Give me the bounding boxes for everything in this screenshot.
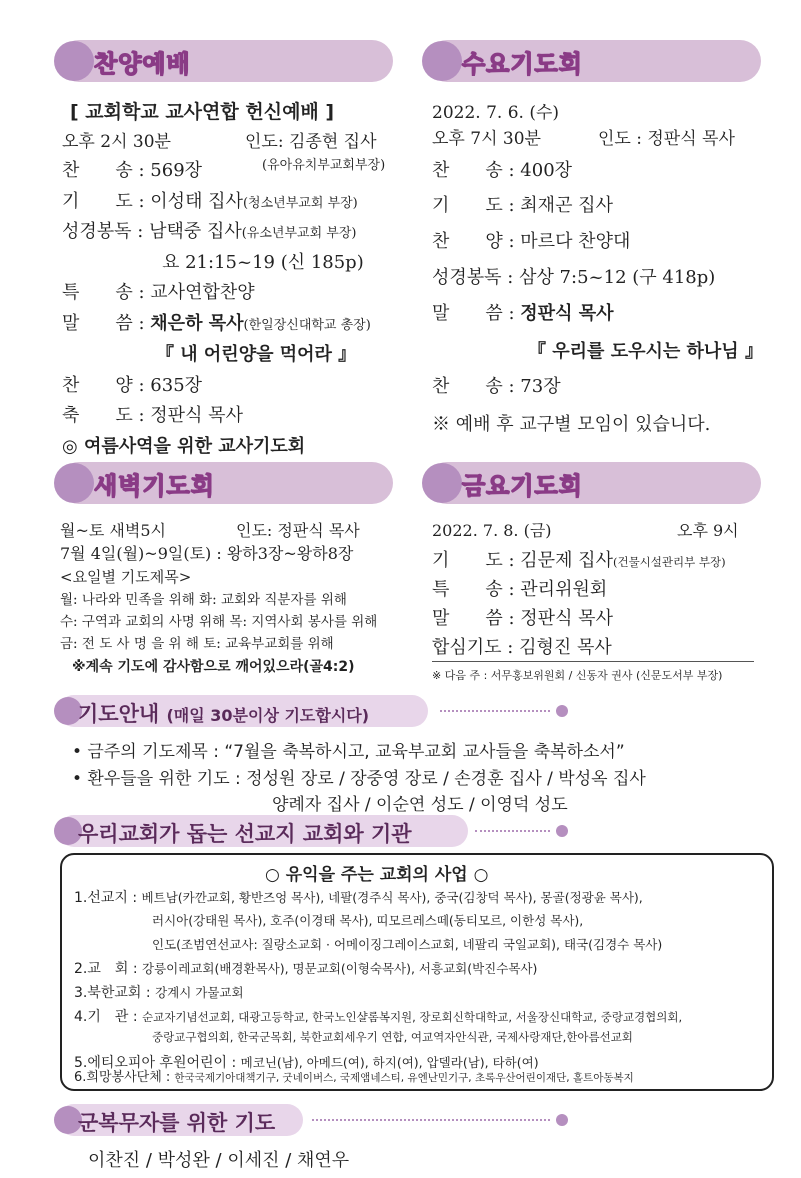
header-dot-icon [54, 41, 94, 81]
prayer-label: 기 도 : [432, 550, 521, 571]
section-end-dot-icon [556, 825, 568, 837]
wednesday-header-title: 수요기도회 [462, 50, 583, 78]
special-label: 특 송 : [432, 579, 521, 600]
mission-line-6 [74, 1066, 634, 1085]
military-names: 이찬진 / 박성완 / 이세진 / 채연우 [88, 1150, 350, 1171]
preacher-value: 채은하 목사 [150, 313, 244, 334]
wednesday-note: ※ 예배 후 교구별 모임이 있습니다. [432, 414, 711, 435]
sunday-hymn [62, 156, 202, 182]
friday-header [426, 462, 761, 504]
sunday-leader: 인도: 김종현 집사 [245, 132, 377, 152]
mission-line-1c: 인도(조범연선교사: 질랑소교회 · 어메이징그레이스교회, 네팔리 국일교회), 태국(김경수 목사) [152, 937, 663, 952]
mission-line-2 [74, 958, 537, 978]
reading-label: 성경봉독 : [432, 267, 520, 288]
friday-sermon [432, 604, 613, 630]
friday-date: 2022. 7. 8. (금) [432, 521, 552, 540]
prayer-guide-title: 기도안내 [78, 702, 160, 726]
friday-time: 오후 9시 [677, 521, 739, 540]
wednesday-praise [432, 227, 630, 253]
praise-label: 찬 양 : [62, 375, 151, 396]
mission-label-2: 2.교 회 : [74, 961, 143, 977]
hymn2-label: 찬 송 : [432, 376, 521, 397]
sunday-sermon-title: 『 내 어린양을 먹어라 』 [156, 344, 357, 365]
prayer-guide-dotted-line [440, 710, 550, 712]
wednesday-leader: 인도 : 정판식 목사 [598, 129, 735, 149]
dawn-time: 월~토 새벽5시 [60, 521, 166, 540]
prayer-value: 김문제 집사 [520, 550, 613, 571]
prayer-note: (건물시설관리부 부장) [612, 555, 726, 569]
dawn-period: 7월 4일(월)~9일(토) : 왕하3장~왕하8장 [60, 544, 354, 563]
mission-value-4a: 순교자기념선교회, 대광고등학교, 한국노인샬롬복지원, 장로회신학대학교, 서울장신대학교, 중랑교경협의회, [142, 1010, 683, 1024]
sick-names-1: 정성원 장로 / 장중영 장로 / 손경훈 집사 / 박성옥 집사 [246, 769, 646, 789]
mission-value-3: 강계시 가물교회 [155, 985, 244, 1000]
friday-prayer [432, 546, 726, 572]
special-value: 교사연합찬양 [150, 282, 255, 303]
wednesday-header [426, 40, 761, 82]
prayer-label: 기 도 : [62, 191, 151, 212]
sunday-prayer [62, 187, 358, 213]
prayer-topic: • 금주의 기도제목 : “7월을 축복하시고, 교육부교회 교사들을 축복하소서” [72, 742, 625, 762]
section-end-dot-icon [556, 705, 568, 717]
sunday-praise [62, 371, 202, 397]
friday-special [432, 575, 607, 601]
praise-label: 찬 양 : [432, 231, 521, 252]
dawn-topics-title: <요일별 기도제목> [60, 568, 192, 586]
dawn-leader: 인도: 정판식 목사 [236, 521, 360, 540]
reading-value: 남택중 집사 [149, 221, 242, 242]
friday-closing [432, 633, 612, 659]
wednesday-reading [432, 263, 715, 289]
dawn-header-title: 새벽기도회 [94, 472, 215, 500]
mission-value-2: 강릉이레교회(배경환목사), 명문교회(이형숙목사), 서흥교회(박진수목사) [142, 961, 538, 976]
header-dot-icon [54, 463, 94, 503]
header-dot-icon [422, 41, 462, 81]
closing-value: 김형진 목사 [519, 637, 612, 658]
missions-box-title: ○ 유익을 주는 교회의 사업 ○ [265, 865, 489, 885]
sunday-verse: 요 21:15~19 (신 185p) [162, 252, 364, 273]
dawn-topic-2: 수: 구역과 교회의 사명 위해 목: 지역사회 봉사를 위해 [60, 614, 378, 630]
mission-line-1a [74, 887, 643, 907]
hymn-label: 찬 송 : [432, 160, 521, 181]
military-dotted-line [312, 1119, 550, 1121]
wednesday-sermon [432, 299, 614, 325]
sunday-leader-note: (유아유치부교회부장) [262, 158, 386, 173]
mission-value-6: 한국국제기아대책기구, 굿네이버스, 국제앰네스티, 유엔난민기구, 초록우산어린이재단, 홀트아동복지 [174, 1072, 634, 1084]
reading-label: 성경봉독 : [62, 221, 150, 242]
mission-label-5: 5.에티오피아 후원어린이 : [74, 1055, 241, 1071]
hymn-value: 569장 [150, 160, 203, 181]
sermon-label: 말 씀 : [62, 313, 151, 334]
prayer-note: (청소년부교회 부장) [242, 196, 358, 211]
friday-next: ※ 다음 주 : 서무홍보위원회 / 신동자 권사 (신문도서부 부장) [432, 669, 723, 682]
preacher-value: 정판식 목사 [520, 303, 614, 324]
mission-label-4: 4.기 관 : [74, 1009, 143, 1025]
prayer-sick [72, 764, 646, 789]
mission-value-5: 메코닌(남), 아메드(여), 하지(여), 압델라(남), 타하(여) [240, 1055, 539, 1070]
dawn-topic-1: 월: 나라와 민족을 위해 화: 교회와 직분자를 위해 [60, 592, 347, 608]
dawn-header [58, 462, 393, 504]
sunday-bless [62, 401, 243, 427]
sunday-time: 오후 2시 30분 [62, 132, 171, 152]
prayer-sick-2: 양례자 집사 / 이순연 성도 / 이영덕 성도 [272, 795, 568, 815]
mission-line-3 [74, 982, 244, 1002]
reading-value: 삼상 7:5~12 (구 418p) [519, 267, 716, 288]
mission-label-1: 1.선교지 : [74, 890, 142, 906]
sick-label: • 환우들을 위한 기도 : [72, 769, 247, 789]
sunday-title: [ 교회학교 교사연합 헌신예배 ] [70, 101, 335, 123]
wednesday-prayer [432, 191, 613, 217]
prayer-value: 이성태 집사 [150, 191, 243, 212]
mission-label-3: 3.북한교회 : [74, 985, 156, 1001]
military-title: 군복무자를 위한 기도 [78, 1111, 276, 1135]
wednesday-hymn [432, 156, 572, 182]
missions-dotted-line [475, 830, 550, 832]
dawn-verse: ※계속 기도에 감사함으로 깨어있으라(골4:2) [72, 659, 355, 675]
dawn-topic-3: 금: 전 도 사 명 을 위 해 토: 교육부교회를 위해 [60, 636, 334, 652]
wednesday-hymn2 [432, 372, 561, 398]
friday-divider [432, 661, 754, 662]
hymn2-value: 73장 [520, 376, 561, 397]
special-value: 관리위원회 [520, 579, 608, 600]
sunday-sermon [62, 309, 371, 335]
prayer-guide-heading [78, 698, 369, 728]
closing-label: 합심기도 : [432, 637, 520, 658]
praise-value: 마르다 찬양대 [520, 231, 631, 252]
prayer-label: 기 도 : [432, 195, 521, 216]
mission-line-4a [74, 1006, 682, 1026]
wednesday-sermon-title: 『 우리를 도우시는 하나님 』 [528, 341, 763, 362]
special-label: 특 송 : [62, 282, 151, 303]
reading-note: (유소년부교회 부장) [241, 226, 357, 241]
sunday-reading [62, 217, 356, 243]
hymn-label: 찬 송 : [62, 160, 151, 181]
sunday-note: ◎ 여름사역을 위한 교사기도회 [62, 436, 306, 457]
sunday-header [58, 40, 393, 82]
preacher-note: (한일장신대학교 총장) [243, 318, 371, 333]
preacher-value: 정판식 목사 [520, 608, 613, 629]
header-dot-icon [422, 463, 462, 503]
sermon-label: 말 씀 : [432, 608, 521, 629]
mission-label-6: 6.희망봉사단체 : [74, 1070, 175, 1085]
missions-title: 우리교회가 돕는 선교지 교회와 기관 [78, 822, 412, 846]
mission-line-1b: 러시아(강태원 목사), 호주(이경태 목사), 띠모르레스떼(동티모르, 이한성 목사), [152, 913, 584, 928]
bless-label: 축 도 : [62, 405, 151, 426]
praise-value: 635장 [150, 375, 203, 396]
prayer-guide-subtitle: (매일 30분이상 기도합시다) [166, 706, 370, 725]
wednesday-time: 오후 7시 30분 [432, 129, 541, 149]
prayer-value: 최재곤 집사 [520, 195, 613, 216]
bless-value: 정판식 목사 [150, 405, 243, 426]
section-end-dot-icon [556, 1114, 568, 1126]
mission-value-1a: 베트남(카깐교회, 황반즈엉 목사), 네팔(경주식 목사), 중국(김창덕 목사), 몽골(정광윤 목사), [141, 890, 643, 905]
friday-header-title: 금요기도회 [462, 472, 583, 500]
sunday-special [62, 278, 255, 304]
mission-line-4b: 중랑교구협의회, 한국군목회, 북한교회세우기 연합, 여교역자안식관, 국제사랑재단,한아름선교회 [152, 1030, 633, 1044]
wednesday-date: 2022. 7. 6. (수) [432, 103, 560, 123]
sermon-label: 말 씀 : [432, 303, 521, 324]
hymn-value: 400장 [520, 160, 573, 181]
sunday-header-title: 찬양예배 [94, 50, 191, 78]
